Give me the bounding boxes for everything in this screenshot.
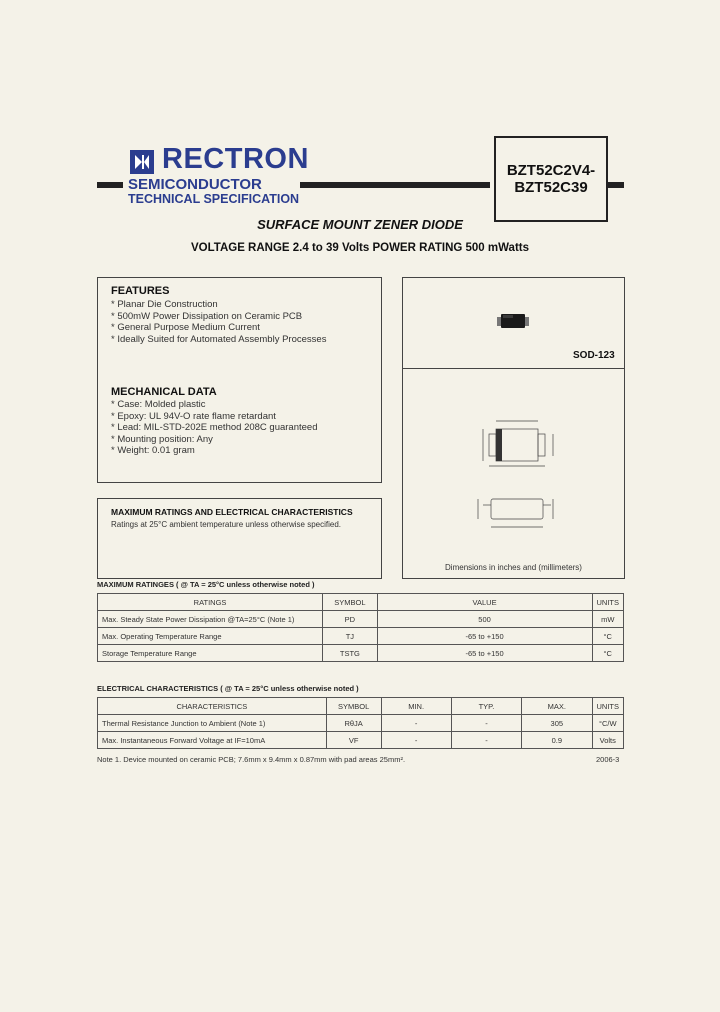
features-heading: FEATURES bbox=[111, 285, 170, 297]
voltage-range: VOLTAGE RANGE 2.4 to 39 Volts POWER RATING 500 mWatts bbox=[190, 242, 530, 254]
table-cell: - bbox=[451, 732, 521, 749]
package-name: SOD-123 bbox=[573, 350, 615, 361]
column-header: SYMBOL bbox=[326, 698, 381, 715]
table-row bbox=[98, 732, 624, 749]
table-row bbox=[98, 628, 624, 645]
list-item: * 500mW Power Dissipation on Ceramic PCB bbox=[111, 310, 303, 322]
features-box bbox=[97, 277, 382, 483]
features-list bbox=[111, 299, 326, 345]
table-cell: °C bbox=[592, 628, 624, 645]
column-header: UNITS bbox=[592, 594, 624, 611]
dimension-drawing-box bbox=[402, 368, 625, 579]
table-cell: mW bbox=[592, 611, 624, 628]
table-cell: -65 to +150 bbox=[377, 645, 592, 662]
list-item: * General Purpose Medium Current bbox=[111, 322, 260, 333]
header-bar-right bbox=[608, 182, 624, 188]
column-header: MIN. bbox=[381, 698, 451, 715]
table-header-row bbox=[98, 698, 624, 715]
table-cell: Max. Instantaneous Forward Voltage at IF=10mA bbox=[98, 732, 327, 749]
package-image-box bbox=[402, 277, 625, 369]
part-number-box bbox=[494, 136, 608, 222]
rectron-logo-icon bbox=[130, 150, 154, 174]
table-cell: RθJA bbox=[326, 715, 381, 732]
table-cell: °C/W bbox=[592, 715, 624, 732]
table-cell: TJ bbox=[323, 628, 378, 645]
ratings-heading: MAXIMUM RATINGS AND ELECTRICAL CHARACTERISTICS bbox=[111, 507, 353, 517]
dimension-drawing bbox=[403, 369, 624, 569]
list-item: * Epoxy: UL 94V-O rate flame retardant bbox=[111, 410, 276, 422]
list-item: * Ideally Suited for Automated Assembly Processes bbox=[111, 333, 327, 345]
part-number-line1: BZT52C2V4- bbox=[506, 162, 596, 179]
table-header-row bbox=[98, 594, 624, 611]
table-cell: Max. Operating Temperature Range bbox=[98, 628, 323, 645]
max-ratings-caption: MAXIMUM RATINGES ( @ TA = 25°C unless otherwise noted ) bbox=[97, 580, 315, 589]
footnote: Note 1. Device mounted on ceramic PCB; 7.6mm x 9.4mm x 0.87mm with pad areas 25mm². bbox=[97, 755, 406, 764]
part-number-line2: BZT52C39 bbox=[514, 179, 588, 196]
sod123-package-icon bbox=[497, 311, 529, 331]
page-title: SURFACE MOUNT ZENER DIODE bbox=[257, 217, 463, 232]
dimension-note: Dimensions in inches and (millimeters) bbox=[445, 563, 582, 572]
ratings-info-box bbox=[97, 498, 382, 579]
list-item: * Case: Molded plastic bbox=[111, 399, 206, 410]
table-cell: - bbox=[381, 715, 451, 732]
ratings-text: Ratings at 25°C ambient temperature unless otherwise specified. bbox=[111, 520, 341, 529]
table-cell: -65 to +150 bbox=[377, 628, 592, 645]
column-header: CHARACTERISTICS bbox=[98, 698, 327, 715]
table-row bbox=[98, 715, 624, 732]
column-header: VALUE bbox=[377, 594, 592, 611]
table-cell: °C bbox=[592, 645, 624, 662]
table-cell: Max. Steady State Power Dissipation @TA=25°C (Note 1) bbox=[98, 611, 323, 628]
table-cell: - bbox=[451, 715, 521, 732]
list-item: * Weight: 0.01 gram bbox=[111, 445, 195, 456]
header-bar-left bbox=[97, 182, 123, 188]
header-bar-mid bbox=[300, 182, 490, 188]
brand-subtitle: SEMICONDUCTOR bbox=[128, 176, 262, 193]
table-cell: - bbox=[381, 732, 451, 749]
brand-name: RECTRON bbox=[162, 143, 309, 175]
table-row bbox=[98, 611, 624, 628]
electrical-caption: ELECTRICAL CHARACTERISTICS ( @ TA = 25°C unless otherwise noted ) bbox=[97, 684, 359, 693]
column-header: MAX. bbox=[522, 698, 592, 715]
column-header: TYP. bbox=[451, 698, 521, 715]
column-header: RATINGS bbox=[98, 594, 323, 611]
table-cell: Thermal Resistance Junction to Ambient (Note 1) bbox=[98, 715, 327, 732]
column-header: SYMBOL bbox=[323, 594, 378, 611]
column-header: UNITS bbox=[592, 698, 624, 715]
electrical-table bbox=[97, 697, 624, 749]
table-cell: 305 bbox=[522, 715, 592, 732]
list-item: * Lead: MIL-STD-202E method 208C guaranteed bbox=[111, 422, 318, 433]
max-ratings-table bbox=[97, 593, 624, 662]
mechanical-heading: MECHANICAL DATA bbox=[111, 386, 217, 398]
table-cell: Storage Temperature Range bbox=[98, 645, 323, 662]
list-item: * Planar Die Construction bbox=[111, 299, 218, 310]
table-cell: PD bbox=[323, 611, 378, 628]
table-cell: VF bbox=[326, 732, 381, 749]
list-item: * Mounting position: Any bbox=[111, 433, 213, 445]
table-cell: Volts bbox=[592, 732, 624, 749]
table-cell: 500 bbox=[377, 611, 592, 628]
mechanical-list bbox=[111, 399, 318, 457]
table-row bbox=[98, 645, 624, 662]
table-cell: TSTG bbox=[323, 645, 378, 662]
brand-spec-label: TECHNICAL SPECIFICATION bbox=[128, 192, 300, 206]
table-cell: 0.9 bbox=[522, 732, 592, 749]
document-code: 2006-3 bbox=[596, 755, 620, 764]
